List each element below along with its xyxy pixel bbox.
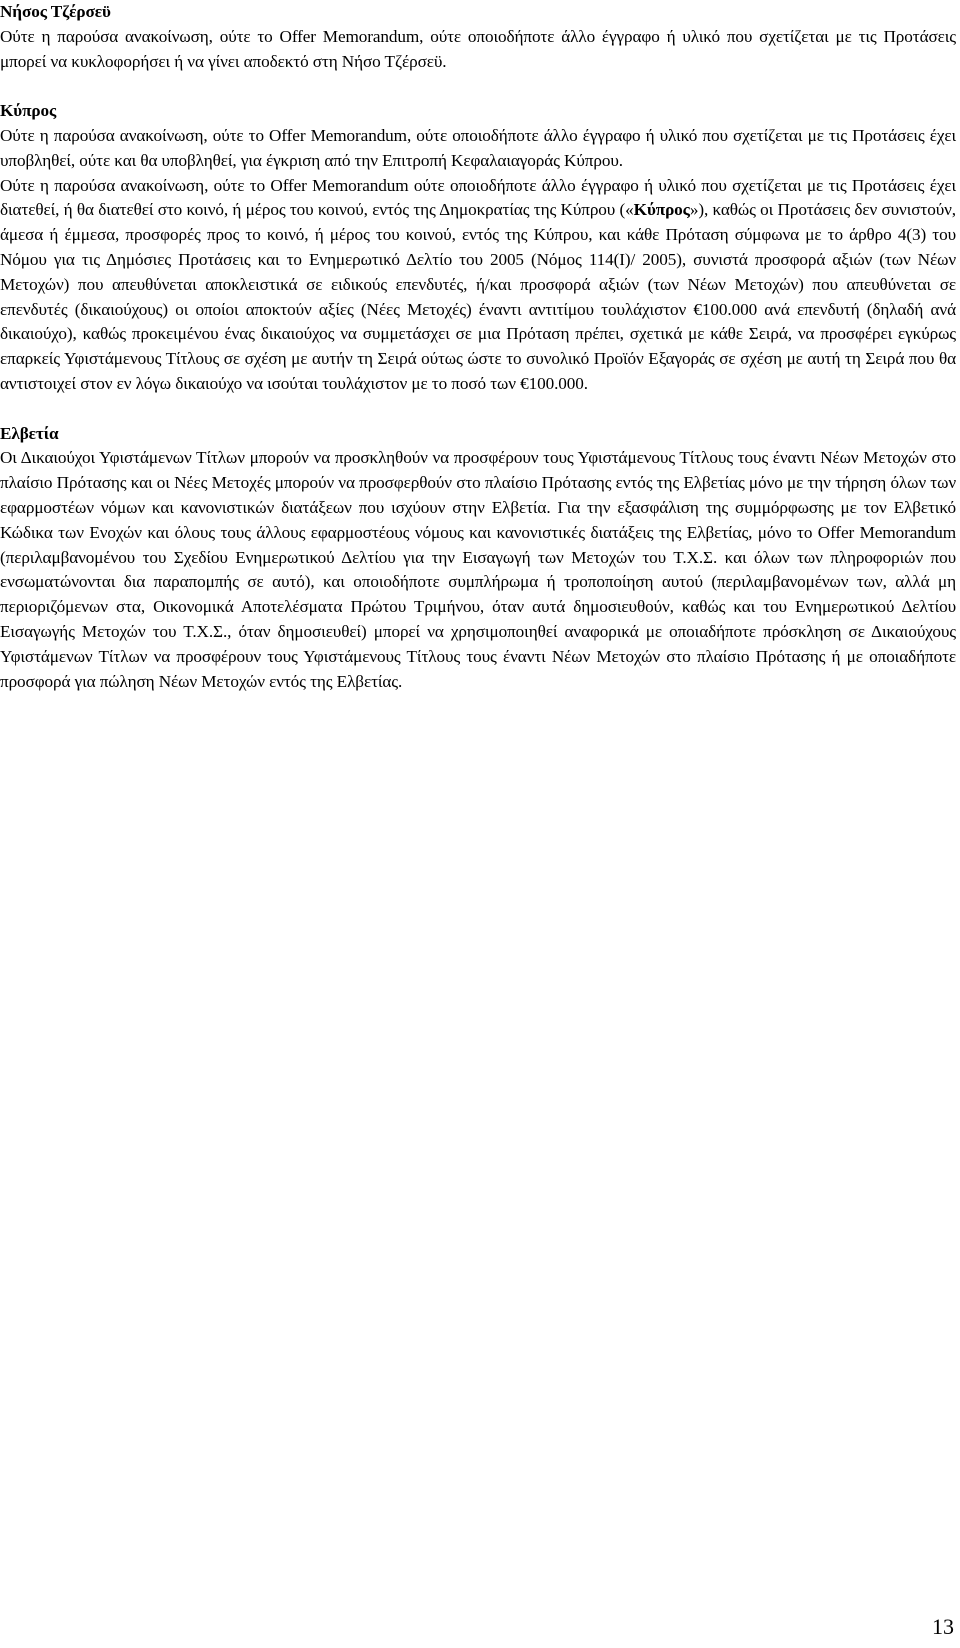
page-number: 13 xyxy=(932,1614,954,1639)
paragraph-cyprus-2-start: Ούτε η παρούσα ανακοίνωση, ούτε το Offer Memorandum ούτε οποιοδήποτε άλλο έγγραφο ή υλικό που σχετίζεται με τις Προτάσεις έχει διατεθεί, ή θα διατεθεί στο κοινό, ή μέρος του κοινού, εντός της Δημοκρατίας της Κύπρου (« xyxy=(0,175,956,220)
section-switzerland xyxy=(0,422,956,695)
spacer xyxy=(0,397,956,422)
heading-cyprus: Κύπρος xyxy=(0,101,57,121)
spacer xyxy=(0,74,956,99)
paragraph-cyprus-1: Ούτε η παρούσα ανακοίνωση, ούτε το Offer Memorandum, ούτε οποιοδήποτε άλλο έγγραφο ή υλικό που σχετίζεται με τις Προτάσεις έχει υποβληθεί, ούτε και θα υποβληθεί, για έγκριση από την Επιτροπή Κεφαλαιαγοράς Κύπρου. xyxy=(0,125,956,170)
paragraph-cyprus-2 xyxy=(0,174,956,397)
heading-jersey: Νήσος Τζέρσεϋ xyxy=(0,2,111,21)
defined-term-cyprus: Κύπρος xyxy=(633,200,690,220)
section-cyprus xyxy=(0,99,956,397)
document-body xyxy=(0,0,956,694)
section-jersey xyxy=(0,0,956,74)
paragraph-cyprus-2-end: »), καθώς οι Προτάσεις δεν συνιστούν, άμεσα ή έμμεσα, προσφορές προς το κοινό, ή μέρος του κοινού, εντός της Κύπρου, και κάθε Πρόταση σύμφωνα με το άρθρο 4(3) του Νόμου για τις Δημόσιες Προτάσεις και το Ενημερωτικό Δελτίο του 2005 (Νόμος 114(Ι)/ 2005), συνιστά προσφορά αξιών (των Νέων Μετοχών) που απευθύνεται αποκλειστικά σε ειδικούς επενδυτές, ή/και προσφορά αξιών (των Νέων Μετοχών) που απευθύνεται σε επενδυτές (δικαιούχους) οι οποίοι αποκτούν αξίες (Νέες Μετοχές) έναντι αντιτίμου τουλάχιστον €100.000 ανά επενδυτή (δηλαδή ανά δικαιούχο), καθώς προκειμένου ένας δικαιούχος να συμμετάσχει σε μια Πρόταση πρέπει, σχετικά με κάθε Σειρά, να προσφέρει εγκύρως επαρκείς Υφιστάμενους Τίτλους σε σχέση με αυτήν τη Σειρά ούτως ώστε το συνολικό Προϊόν Εξαγοράς σε σχέση με αυτή τη Σειρά που θα αντιστοιχεί στον εν λόγω δικαιούχο να ισούται τουλάχιστον με το ποσό των €100.000. xyxy=(0,200,957,393)
heading-switzerland: Ελβετία xyxy=(0,423,59,443)
paragraph-switzerland: Οι Δικαιούχοι Υφιστάμενων Τίτλων μπορούν να προσκληθούν να προσφέρουν τους Υφιστάμενους Τίτλους τους έναντι Νέων Μετοχών στο πλαίσιο Πρότασης και οι Νέες Μετοχές μπορούν να προσφερθούν στο πλαίσιο Πρότασης εντός της Ελβετίας μόνο με την τήρηση όλων των εφαρμοστέων νόμων και κανονιστικών διατάξεων που ισχύουν στην Ελβετία. Για την εξασφάλιση της συμμόρφωσης με τον Ελβετικό Κώδικα των Ενοχών και όλους τους άλλους εφαρμοστέους νόμους και κανονιστικές διατάξεις της Ελβετίας, μόνο το Offer Memorandum (περιλαμβανομένου του Σχεδίου Ενημερωτικού Δελτίου για την Εισαγωγή των Μετοχών του Τ.Χ.Σ. και όλων των πληροφοριών που ενσωματώνονται δια παραπομπής σε αυτό), και οποιοδήποτε συμπλήρωμα ή τροποποίηση αυτού (περιλαμβανομένων των, αλλά μη περιοριζόμενων στα, Οικονομικά Αποτελέσματα Πρώτου Τριμήνου, όταν αυτά δημοσιευθούν, καθώς και του Ενημερωτικού Δελτίου Εισαγωγής Μετοχών του Τ.Χ.Σ., όταν δημοσιευθεί) μπορεί να χρησιμοποιηθεί αναφορικά με οποιαδήποτε πρόσκληση σε Δικαιούχους Υφιστάμενων Τίτλων να προσφέρουν τους Υφιστάμενους Τίτλους τους έναντι Νέων Μετοχών στο πλαίσιο Πρότασης ή με οποιαδήποτε προσφορά για πώληση Νέων Μετοχών εντός της Ελβετίας. xyxy=(0,448,956,691)
paragraph-jersey: Ούτε η παρούσα ανακοίνωση, ούτε το Offer Memorandum, ούτε οποιοδήποτε άλλο έγγραφο ή υλικό που σχετίζεται με τις Προτάσεις μπορεί να κυκλοφορήσει ή να γίνει αποδεκτό στη Νήσο Τζέρσεϋ. xyxy=(0,26,956,71)
